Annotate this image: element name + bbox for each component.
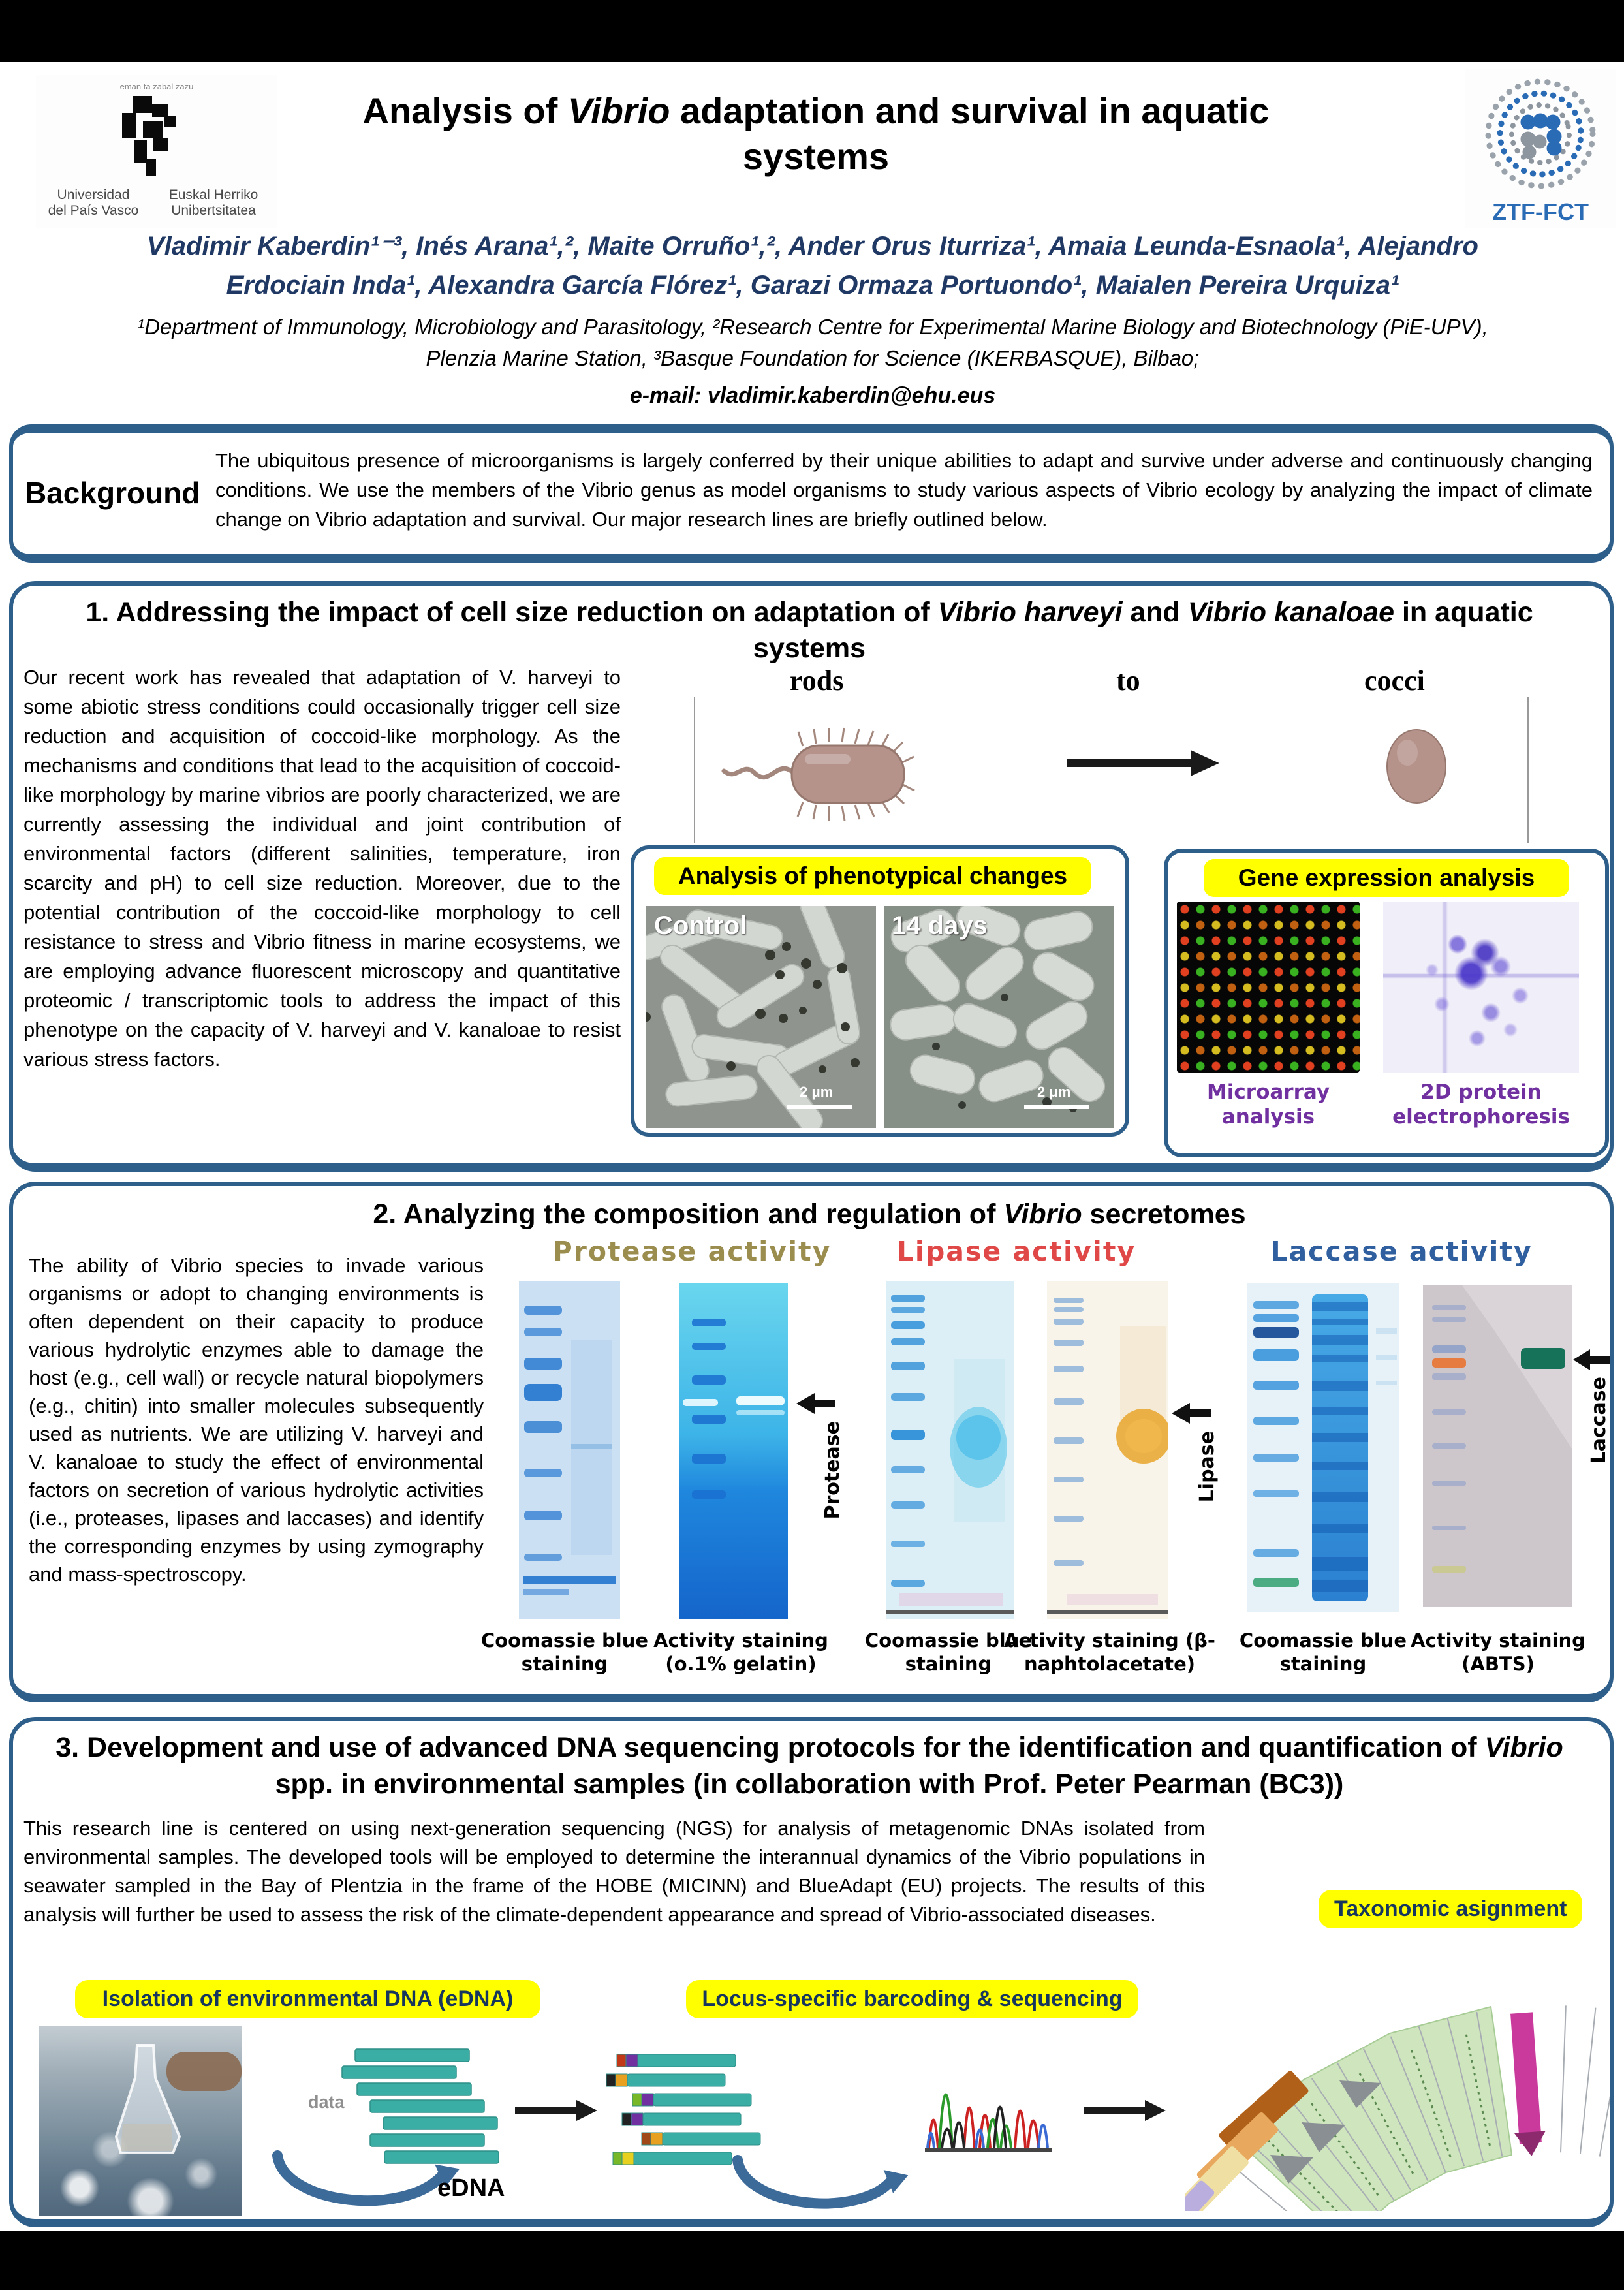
protease-coomassie-gel [519,1281,620,1622]
microarray-caption: Microarray analysis [1206,1080,1330,1129]
section1-body: Our recent work has revealed that adaptation of V. harveyi to some abiotic stress conditions could occasionally trigger cell size reduction and acquisition of coccoid-like morphology. As the mechanisms and conditions that lead to the acquisition of coccoid-like morphology by marine vibrios are poorly characterized, we are currently assessing the individual and joint contribution of environmental factors (different salinities, temperature, iron scarcity and pH) to cell size reduction. Moreover, due to the potential contribution of the coccoid-like morphology to cell resistance to stress and Vibrio fitness in marine ecosystems, we are employing advance fluorescent microscopy and quantitative proteomic / transcriptomic tools to address the impact of this phenotype on the capacity of V. harveyi and V. kanaloae to resist various stress factors. [23,666,621,1071]
sem-image-control [646,906,876,1128]
barcode-arrow-icon [514,2099,599,2125]
divider-line-right [1527,697,1529,843]
phenotype-box [631,845,1129,1137]
ztf-fct-logo [1465,69,1616,228]
gel-2d-image [1383,902,1579,1073]
gene-box-title: Gene expression analysis [1204,859,1569,897]
divider-line-left [694,697,695,843]
section2-box [9,1182,1614,1702]
upv-name-eu-1: Euskal Herriko [168,187,258,202]
rods-label: rods [790,665,844,697]
protease-activity-gel [679,1283,788,1622]
background-text: The ubiquitous presence of microorganisms is largely conferred by their unique abilities to adapt and survive under adverse and continuously changing conditions. We use the members of the Vibrio genus as model organisms to study various aspects of Vibrio ecology by analyzing the impact of climate change on Vibrio adaptation and survival. Our major research lines are briefly outlined below. [215,449,1593,531]
sem-control-scale-bar [787,1105,852,1109]
edna-fragments [326,2048,522,2172]
poster-title-pre: Analysis of [362,90,568,131]
email-line: e-mail: vladimir.kaberdin@ehu.eus [629,383,996,408]
section2-body: The ability of Vibrio species to invade various organisms or adopt to changing environments is often dependent on their capacity to produce various hydrolytic enzymes able to damage the host (e.g., cell wall) or recycle natural biopolymers (e.g., chitin) into smaller molecules subsequently used as nutrients. We are utilizing V. harveyi and V. kanaloae to study the effect of environmental factors on secretion of various hydrolytic activities (i.e., proteases, lipases and laccases) and identify the corresponding enzymes by using zymography and mass-spectroscopy. [29,1254,484,1586]
section3-title [46,1729,1573,1802]
lipase-caption-right: Activity staining (β-naphtolacetate) [1004,1629,1215,1675]
barcoding-pill: Locus-specific barcoding & sequencing [686,1980,1138,2018]
rods-to-cocci-arrow-icon [1064,749,1221,781]
to-label: to [1116,665,1140,697]
lipase-coomassie-gel [886,1281,1014,1622]
upv-name-es-1: Universidad [57,187,130,202]
laccase-band-arrow-icon [1573,1348,1611,1375]
sem-image-14days [884,906,1114,1128]
s2-title-post: secretomes [1082,1199,1246,1230]
sem-14days-scale-bar [1024,1105,1089,1109]
poster-title [307,88,1325,180]
authors-line1: Vladimir Kaberdin¹⁻³, Inés Arana¹,², Maite Orruño¹,², Ander Orus Iturriza¹, Amaia Leunda-Esnaola¹, Alejandro [147,232,1478,260]
s1-title-mid: and [1122,597,1188,628]
poster-canvas [0,62,1624,2231]
laccase-band-label: Laccase [1587,1377,1610,1464]
s1-title-pre: 1. Addressing the impact of cell size reduction on adaptation of [86,597,938,628]
microarray-image [1177,902,1360,1073]
seawater-sampling-photo [39,2026,242,2216]
edna-label: eDNA [437,2174,505,2202]
s3-title-post: spp. in environmental samples (in collaboration with Prof. Peter Pearman (BC3)) [275,1768,1344,1800]
section3-body: This research line is centered on using next-generation sequencing (NGS) for analysis of metagenomic DNAs isolated from environmental samples. The developed tools will be employed to determine the interannual dynamics of the Vibrio populations in seawater sampled in the Bay of Plentzia in the frame of the HOBE (MICINN) and BlueAdapt (EU) projects. The results of this analysis will further be used to assess the risk of the climate-dependent appearance and spread of Vibrio-associated diseases. [23,1817,1205,1926]
background-label: Background [25,476,200,510]
affiliations: ¹Department of Immunology, Microbiology and Parasitology, ²Research Centre for Experimental Marine Biology and Biotechnology (PiE-UPV), Plenzia Marine Station, ³Basque Foundation for Science (IKERBASQUE), Bilbao; [137,315,1488,370]
upv-name-eu-2: Unibertsitatea [171,203,256,218]
phenotype-box-title: Analysis of phenotypical changes [654,857,1091,895]
curved-arrow-2-icon [728,2154,911,2225]
isolation-pill: Isolation of environmental DNA (eDNA) [75,1980,540,2018]
poster-title-post: adaptation and survival in aquatic systems [670,90,1270,177]
lipase-caption-left: Coomassie blue staining [864,1629,1033,1675]
s1-title-post: in aquatic systems [753,597,1533,664]
protease-band-label: Protease [821,1421,844,1520]
s3-title-italic: Vibrio [1484,1732,1563,1763]
section1-title [59,595,1560,667]
section3-box [9,1717,1614,2227]
sem-control-label: Control [654,911,747,940]
protease-caption-left: Coomassie blue staining [480,1629,649,1675]
authors-line2: Erdociain Inda¹, Alexandra García Flórez¹, Garazi Ormaza Portuondo¹, Maialen Pereira Urquiza¹ [226,271,1399,300]
taxonomy-pill: Taxonomic asignment [1319,1890,1582,1928]
laccase-activity-gel [1423,1285,1572,1610]
lipase-band-label: Lipase [1196,1431,1219,1503]
protease-band-arrow-icon [796,1392,837,1419]
tree-arrow-icon [1082,2099,1167,2125]
sem-control-scale-text: 2 μm [800,1084,834,1100]
authors [65,227,1560,305]
background-box [9,424,1614,563]
lipase-activity-gel [1047,1281,1168,1622]
upv-ehu-logo [36,75,277,228]
cocci-label: cocci [1364,665,1425,697]
coccus-illustration [1377,723,1456,814]
lipase-band-arrow-icon [1172,1402,1212,1428]
s2-title-pre: 2. Analyzing the composition and regulation of [373,1199,1004,1230]
laccase-coomassie-gel [1247,1283,1399,1616]
gel-2d-caption: 2D protein electrophoresis [1392,1080,1570,1129]
laccase-caption-left: Coomassie blue staining [1239,1629,1407,1675]
s3-title-pre: 3. Development and use of advanced DNA sequencing protocols for the identification and quantification of [55,1732,1485,1763]
data-label: data [308,2092,345,2112]
laccase-title: Laccase activity [1270,1236,1533,1267]
rod-bacterium-illustration [715,710,943,840]
lipase-title: Lipase activity [896,1236,1136,1267]
poster-title-italic: Vibrio [567,90,670,131]
upv-name-es-2: del País Vasco [48,203,139,218]
sem-14days-label: 14 days [892,911,988,940]
sequencing-chromatogram [924,2033,1054,2161]
laccase-caption-right: Activity staining (ABTS) [1411,1629,1585,1675]
s2-title-italic: Vibrio [1003,1199,1082,1230]
gene-expression-box [1164,849,1609,1157]
ztf-logo-text-svg: ZTF-FCT [1492,198,1589,225]
protease-caption-right: Activity staining (o.1% gelatin) [653,1629,828,1675]
phylogenetic-tree [1185,1937,1614,2211]
s1-title-it2: Vibrio kanaloae [1187,597,1395,628]
protease-title: Protease activity [552,1236,832,1267]
section1-box [9,581,1614,1172]
upv-motto-svg: eman ta zabal zazu [119,82,194,91]
s1-title-it1: Vibrio harveyi [937,597,1123,628]
sem-14days-scale-text: 2 μm [1037,1084,1071,1100]
section2-title [59,1197,1560,1232]
